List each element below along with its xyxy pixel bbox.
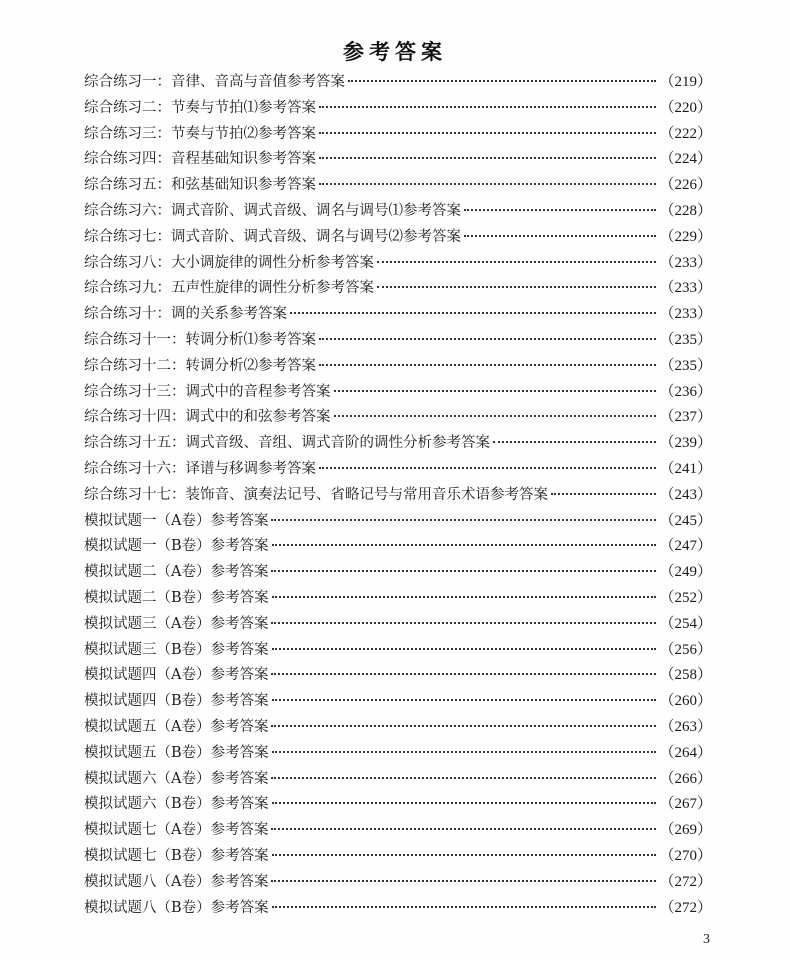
dot-leader [272,648,657,650]
dot-leader [319,157,656,159]
toc-entry-page: （233） [659,306,712,323]
dot-leader [271,622,656,624]
toc-entry-page: （233） [659,280,712,297]
toc-entry-page: （272） [659,899,712,916]
toc-entry[interactable] [84,534,712,560]
toc-entry-page: （266） [659,770,712,787]
toc-entry-label: 模拟试题七（B卷）参考答案 [84,847,269,864]
toc-entry-page: （237） [659,409,712,426]
dot-leader [464,235,656,237]
toc-entry-label: 模拟试题四（A卷）参考答案 [84,667,269,684]
toc-entry-page: （239） [659,435,712,452]
toc-entry-page: （233） [659,254,712,271]
toc-entry-page: （269） [659,822,712,839]
toc-entry-label: 综合练习六：调式音阶、调式音级、调名与调号⑴参考答案 [84,202,461,219]
toc-entry-label: 综合练习一：音律、音高与音值参考答案 [84,74,345,90]
toc-entry-page: （247） [659,538,712,555]
toc-entry-page: （254） [659,615,712,632]
toc-entry-label: 模拟试题八（A卷）参考答案 [84,873,269,890]
toc-entry[interactable] [84,276,712,302]
toc-entry[interactable] [84,638,712,664]
toc-entry-page: （222） [659,125,712,142]
toc-entry-page: （263） [659,718,712,735]
dot-leader [271,880,656,882]
toc-entry-label: 模拟试题二（B卷）参考答案 [84,589,269,606]
page-title: 参考答案 [343,39,447,64]
dot-leader [377,261,656,263]
toc-entry[interactable] [84,328,712,354]
toc-entry-label: 综合练习十五：调式音级、音组、调式音阶的调性分析参考答案 [84,435,490,452]
toc-entry[interactable] [84,225,712,251]
toc-entry[interactable] [84,199,712,225]
toc-entry-label: 综合练习八：大小调旋律的调性分析参考答案 [84,254,374,271]
dot-leader [551,493,656,495]
toc-entry-label: 模拟试题六（A卷）参考答案 [84,770,269,787]
toc-entry-page: （241） [659,460,712,477]
toc-entry[interactable] [84,354,712,380]
toc-entry-page: （249） [659,564,712,581]
toc-entry[interactable] [84,792,712,818]
dot-leader [493,441,656,443]
toc-entry[interactable] [84,870,712,896]
dot-leader [271,570,656,572]
toc-entry-page: （243） [659,486,712,503]
toc-entry-page: （252） [659,589,712,606]
toc-entry-label: 综合练习十六：译谱与移调参考答案 [84,460,316,477]
toc-entry[interactable] [84,818,712,844]
toc-entry[interactable] [84,122,712,148]
toc-entry[interactable] [84,457,712,483]
dot-leader [464,209,656,211]
toc-entry[interactable] [84,96,712,122]
toc-entry-label: 模拟试题一（A卷）参考答案 [84,512,269,529]
toc-entry[interactable] [84,560,712,586]
page-number: 3 [703,932,710,947]
toc-entry[interactable] [84,173,712,199]
toc-entry-page: （256） [659,641,712,658]
dot-leader [272,751,657,753]
toc-entry-page: （267） [659,796,712,813]
toc-entry-label: 模拟试题四（B卷）参考答案 [84,693,269,710]
toc-entry-label: 模拟试题七（A卷）参考答案 [84,822,269,839]
dot-leader [272,802,657,804]
dot-leader [319,183,656,185]
toc-entry[interactable] [84,586,712,612]
toc-entry[interactable] [84,689,712,715]
toc-entry-label: 综合练习十三：调式中的音程参考答案 [84,383,331,400]
toc-entry-label: 综合练习三：节奏与节拍⑵参考答案 [84,125,316,142]
table-of-contents [84,70,712,921]
toc-entry-page: （220） [659,99,712,116]
dot-leader [319,132,656,134]
dot-leader [319,338,656,340]
toc-entry[interactable] [84,612,712,638]
dot-leader [271,725,656,727]
dot-leader [271,673,656,675]
dot-leader [272,699,657,701]
dot-leader [272,596,657,598]
toc-entry-page: （235） [659,331,712,348]
toc-entry-page: （258） [659,667,712,684]
toc-entry-label: 综合练习七：调式音阶、调式音级、调名与调号⑵参考答案 [84,228,461,245]
toc-entry-page: （219） [659,74,712,90]
toc-entry-label: 综合练习四：音程基础知识参考答案 [84,151,316,168]
toc-entry-page: （270） [659,847,712,864]
dot-leader [334,415,657,417]
toc-entry-page: （245） [659,512,712,529]
dot-leader [271,828,656,830]
toc-entry-label: 综合练习十二：转调分析⑵参考答案 [84,357,316,374]
dot-leader [290,312,656,314]
toc-entry[interactable] [84,844,712,870]
toc-entry-label: 模拟试题二（A卷）参考答案 [84,564,269,581]
toc-entry-label: 模拟试题一（B卷）参考答案 [84,538,269,555]
dot-leader [334,390,657,392]
toc-entry-page: （235） [659,357,712,374]
dot-leader [348,80,656,82]
toc-entry[interactable] [84,405,712,431]
toc-entry[interactable] [84,896,712,922]
toc-entry-label: 综合练习十：调的关系参考答案 [84,306,287,323]
toc-entry-label: 综合练习十一：转调分析⑴参考答案 [84,331,316,348]
toc-entry-label: 模拟试题三（B卷）参考答案 [84,641,269,658]
toc-entry[interactable] [84,380,712,406]
toc-entry-page: （229） [659,228,712,245]
toc-entry-page: （260） [659,693,712,710]
toc-entry-page: （228） [659,202,712,219]
toc-entry-label: 综合练习九：五声性旋律的调性分析参考答案 [84,280,374,297]
toc-entry[interactable] [84,431,712,457]
dot-leader [271,519,656,521]
toc-entry[interactable] [84,483,712,509]
dot-leader [272,854,657,856]
toc-entry[interactable] [84,741,712,767]
toc-entry[interactable] [84,251,712,277]
toc-entry-page: （226） [659,177,712,194]
toc-entry-label: 模拟试题八（B卷）参考答案 [84,899,269,916]
toc-entry[interactable] [84,302,712,328]
toc-entry-page: （236） [659,383,712,400]
toc-entry[interactable] [84,70,712,96]
toc-entry-label: 综合练习二：节奏与节拍⑴参考答案 [84,99,316,116]
toc-entry-label: 模拟试题五（B卷）参考答案 [84,744,269,761]
toc-entry-label: 模拟试题三（A卷）参考答案 [84,615,269,632]
toc-entry-label: 综合练习五：和弦基础知识参考答案 [84,177,316,194]
dot-leader [319,467,656,469]
toc-entry-page: （272） [659,873,712,890]
dot-leader [272,544,657,546]
dot-leader [377,286,656,288]
toc-entry-label: 综合练习十七：装饰音、演奏法记号、省略记号与常用音乐术语参考答案 [84,486,548,503]
toc-entry[interactable] [84,147,712,173]
toc-entry-label: 模拟试题五（A卷）参考答案 [84,718,269,735]
dot-leader [319,364,656,366]
toc-entry[interactable] [84,663,712,689]
toc-entry-page: （264） [659,744,712,761]
toc-entry[interactable] [84,767,712,793]
toc-entry-label: 综合练习十四：调式中的和弦参考答案 [84,409,331,426]
dot-leader [319,106,656,108]
dot-leader [271,777,656,779]
toc-entry-page: （224） [659,151,712,168]
toc-entry-label: 模拟试题六（B卷）参考答案 [84,796,269,813]
dot-leader [272,906,657,908]
toc-entry[interactable] [84,715,712,741]
toc-entry[interactable] [84,509,712,535]
